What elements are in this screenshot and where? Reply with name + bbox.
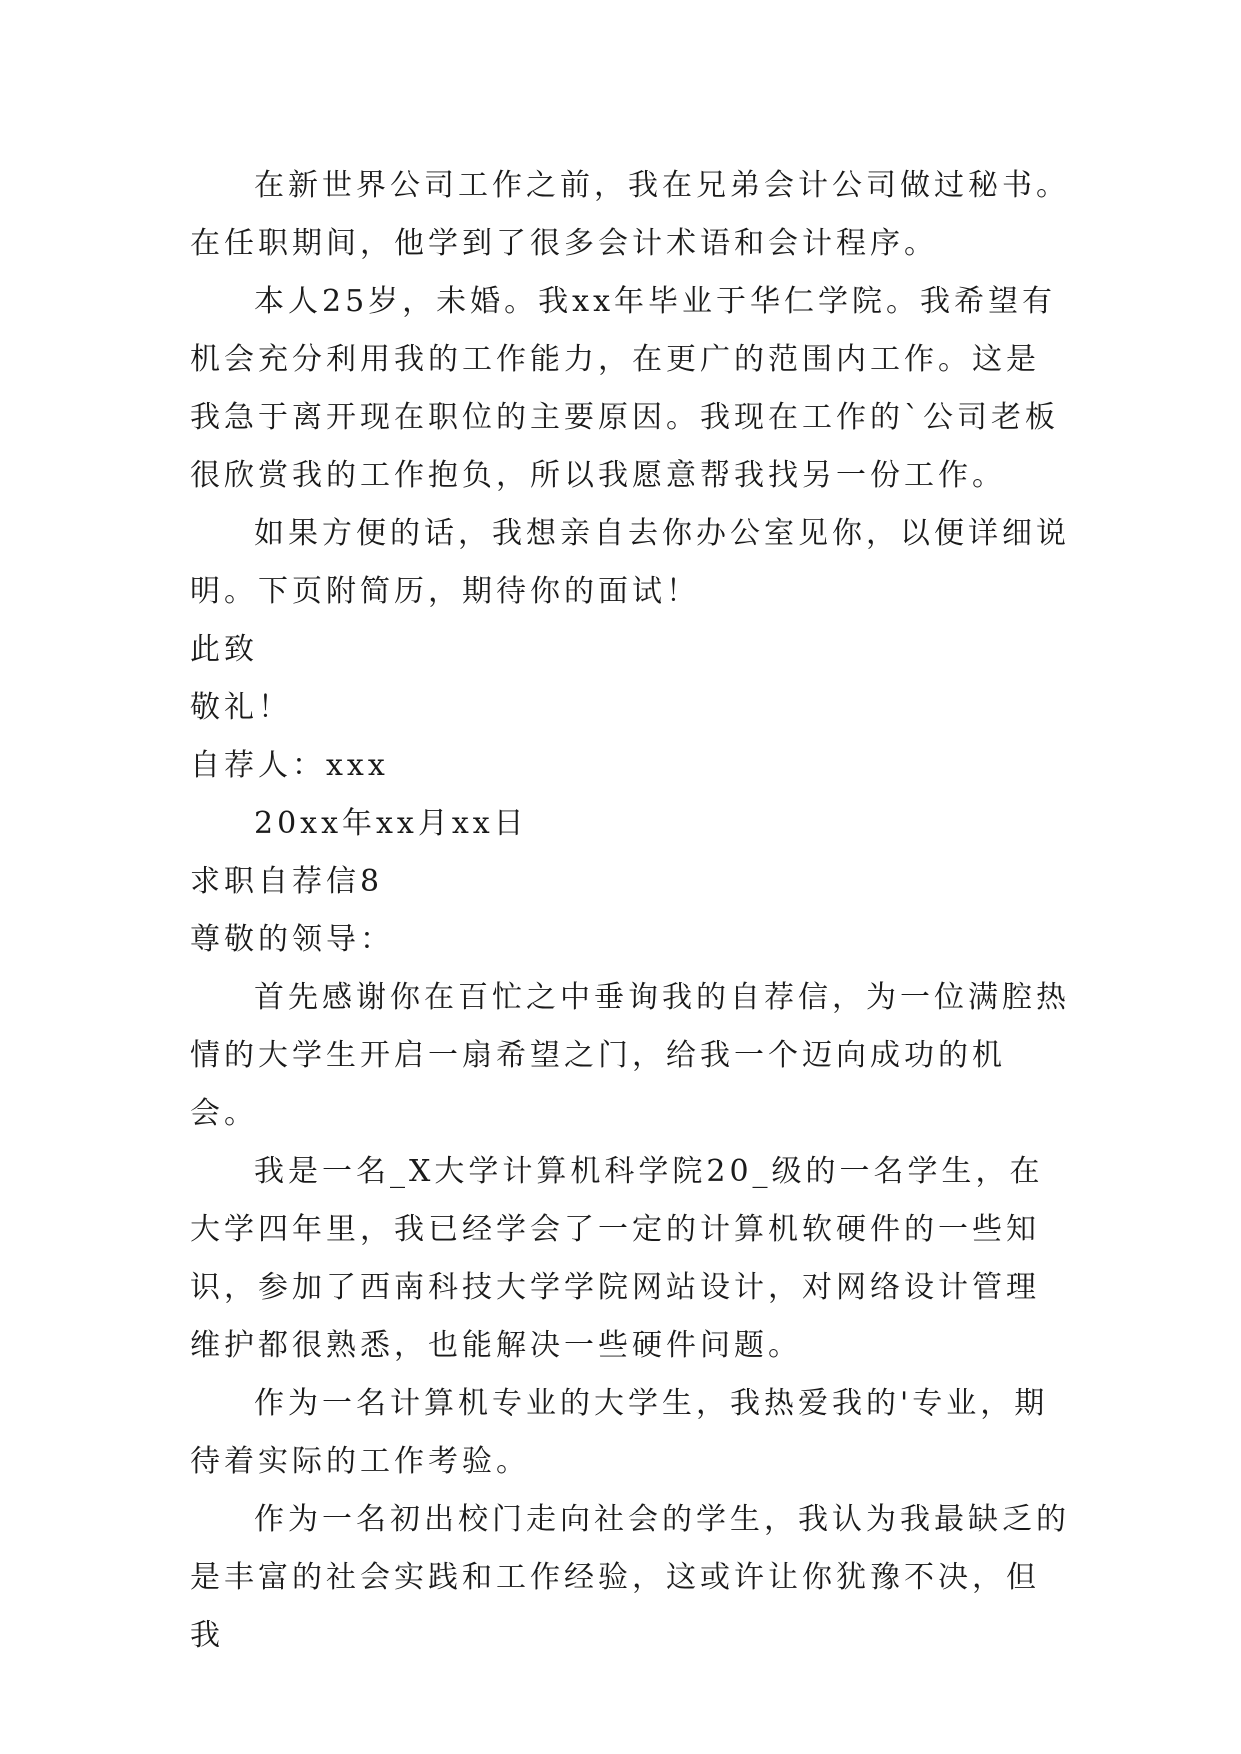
paragraph-prior-job: 在新世界公司工作之前，我在兄弟会计公司做过秘书。在任职期间，他学到了很多会计术语和会计程序。 — [190, 168, 1070, 261]
paragraph-thanks: 首先感谢你在百忙之中垂询我的自荐信，为一位满腔热情的大学生开启一扇希望之门，给我一个迈向成功的机会。 — [190, 980, 1070, 1131]
letter-body — [190, 157, 1070, 1665]
paragraph-experience: 作为一名初出校门走向社会的学生，我认为我最缺乏的是丰富的社会实践和工作经验，这或许让你犹豫不决，但我 — [190, 1502, 1070, 1653]
paragraph-passion: 作为一名计算机专业的大学生，我热爱我的'专业，期待着实际的工作考验。 — [190, 1386, 1049, 1479]
date-line: 20xx年xx月xx日 — [254, 806, 528, 841]
signature-line: 自荐人：xxx — [190, 748, 389, 783]
closing-salutation: 此致 — [190, 632, 258, 667]
paragraph-education: 我是一名_X大学计算机科学院20_级的一名学生，在大学四年里，我已经学会了一定的计算机软硬件的一些知识，参加了西南科技大学学院网站设计，对网络设计管理维护都很熟悉，也能解决一些硬件问题。 — [190, 1154, 1044, 1363]
paragraph-personal-info: 本人25岁，未婚。我xx年毕业于华仁学院。我希望有机会充分利用我的工作能力，在更广的范围内工作。这是我急于离开现在职位的主要原因。我现在工作的`公司老板很欣赏我的工作抱负，所以我愿意帮我找另一份工作。 — [190, 284, 1059, 493]
closing-regards: 敬礼！ — [190, 690, 292, 725]
section-heading: 求职自荐信8 — [190, 864, 384, 899]
paragraph-interview-request: 如果方便的话，我想亲自去你办公室见你，以便详细说明。下页附简历，期待你的面试！ — [190, 516, 1070, 609]
greeting: 尊敬的领导： — [190, 922, 394, 957]
